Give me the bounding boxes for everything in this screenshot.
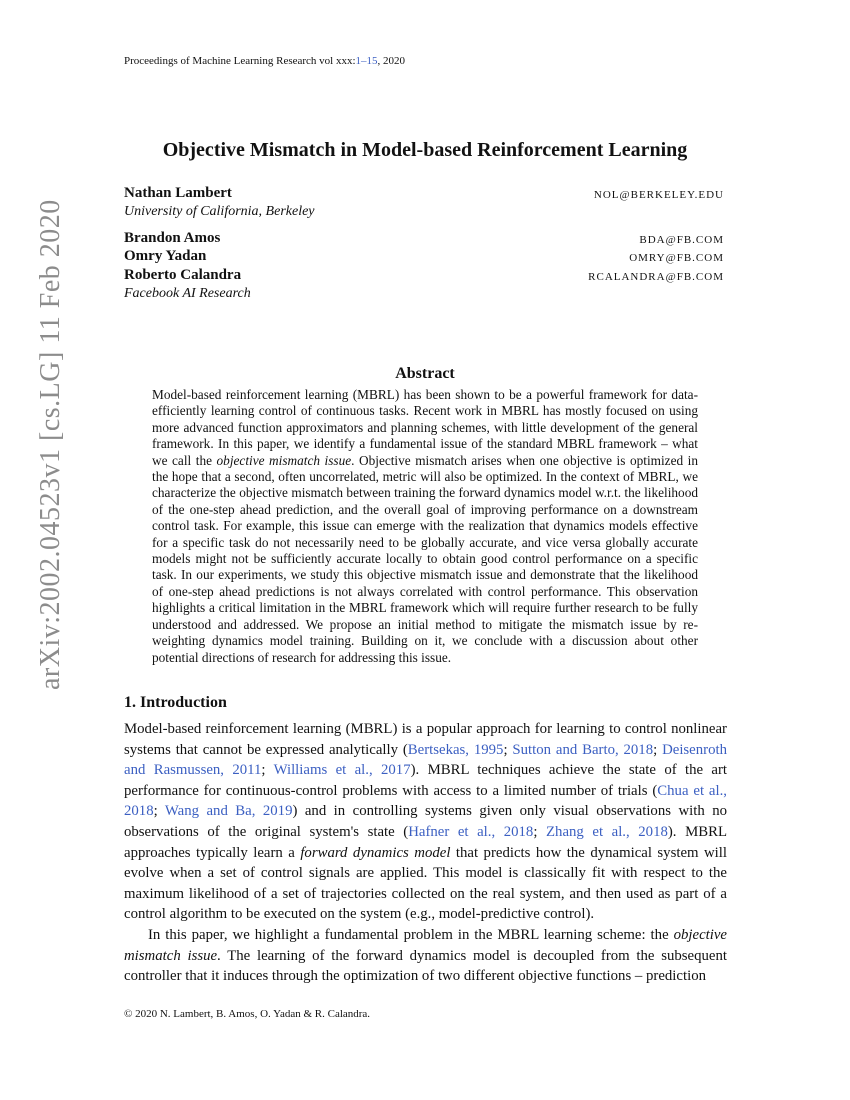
emphasis-text: forward dynamics model — [300, 844, 451, 861]
body-text: . The learning of the forward dynamics model is decoupled from the subsequent controller that it induces through the optimization of two different objective functions – prediction — [124, 947, 727, 985]
citation-link[interactable]: Williams et al., 2017 — [273, 762, 411, 779]
body-text: ) and in controlling systems given only visual observations with no observations of the original system's state ( — [124, 803, 727, 840]
body-text: that predicts how the dynamical system will evolve when a set of control signals are applied. This model is classically fit with respect to the maximum likelihood of a set of trajectories collected on the real system, and then used as part of a control algorithm to be executed on the system (e.g., model-predictive control). — [124, 844, 728, 923]
paper-title: Objective Mismatch in Model-based Reinforcement Learning — [162, 139, 688, 161]
citation-link[interactable]: Chua et al., 2018 — [124, 782, 727, 820]
affiliation: Facebook AI Research — [124, 286, 251, 301]
separator: ; — [153, 803, 165, 820]
introduction-body — [124, 719, 727, 987]
citation-link[interactable]: Bertsekas, 1995 — [407, 741, 504, 758]
separator: ; — [503, 741, 513, 758]
separator: ; — [261, 762, 274, 779]
body-text: ). MBRL approaches typically learn a — [124, 823, 728, 861]
section-heading-introduction: 1. Introduction — [124, 694, 227, 711]
citation-link[interactable]: Deisenroth and Rasmussen, 2011 — [124, 741, 727, 779]
intro-paragraph — [124, 925, 727, 987]
author-name: Nathan Lambert — [124, 185, 232, 201]
venue-year: , 2020 — [377, 55, 406, 67]
separator: ; — [653, 741, 663, 758]
body-text: Model-based reinforcement learning (MBRL) is a popular approach for learning to control nonlinear systems that cannot be expressed analytically ( — [124, 721, 727, 758]
emphasis-text: objective mismatch issue — [124, 926, 727, 964]
author-name: Roberto Calandra — [124, 267, 242, 283]
citation-link[interactable]: Hafner et al., 2018 — [408, 823, 534, 840]
venue-pages-link[interactable]: 1–15 — [355, 55, 378, 67]
arxiv-stamp: arXiv:2002.04523v1 [cs.LG] 11 Feb 2020 — [35, 199, 66, 690]
author-name: Brandon Amos — [124, 230, 221, 246]
intro-paragraph — [124, 719, 727, 925]
abstract-text: . Objective mismatch arises when one objective is optimized in the hope that a second, often uncorrelated, metric will also be optimized. In the context of MBRL, we characterize the objective mismatch between training the forward dynamics model w.r.t. the likelihood of the one-step ahead prediction, and the overall goal of improving performance on a downstream control task. For example, this issue can emerge with the realization that dynamics models effective for a specific task do not necessarily need to be globally accurate, and vice versa globally accurate models might not be sufficiently accurate locally to obtain good control performance on a specific task. In our experiments, we study this objective mismatch issue and demonstrate that the likelihood of one-step ahead predictions is not always correlated with control performance. This observation highlights a critical limitation in the MBRL framework which will require further research to be fully understood and addressed. We propose an initial method to mitigate the mismatch issue by re-weighting dynamics model training. Building on it, we conclude with a discussion about other potential directions of research for addressing this issue. — [152, 452, 698, 665]
abstract-text: Model-based reinforcement learning (MBRL) has been shown to be a powerful framework for data-efficiently learning control of continuous tasks. Recent work in MBRL has mostly focused on using more advanced function approximators and planning schemes, with little development of the general framework. In this paper, we identify a fundamental issue of the standard MBRL framework – what we call the — [152, 387, 698, 468]
citation-link[interactable]: Zhang et al., 2018 — [546, 823, 668, 840]
abstract-body — [152, 387, 698, 666]
citation-link[interactable]: Wang and Ba, 2019 — [164, 803, 293, 820]
venue-line — [124, 55, 405, 67]
venue-prefix: Proceedings of Machine Learning Research vol xxx: — [124, 55, 356, 67]
author-name: Omry Yadan — [124, 248, 207, 264]
copyright-footer: © 2020 N. Lambert, B. Amos, O. Yadan & R. Calandra. — [124, 1008, 371, 1020]
author-email[interactable]: RCALANDRA@FB.COM — [588, 271, 724, 283]
author-email[interactable]: OMRY@FB.COM — [629, 252, 724, 264]
abstract-emphasis: objective mismatch issue — [216, 452, 352, 468]
body-text: In this paper, we highlight a fundamental problem in the MBRL learning scheme: the — [148, 926, 674, 943]
affiliation: University of California, Berkeley — [124, 204, 315, 219]
abstract-heading: Abstract — [395, 365, 455, 382]
body-text: ). MBRL techniques achieve the state of the art performance for continuous-control problems with access to a limited number of trials ( — [124, 762, 728, 799]
author-email[interactable]: NOL@BERKELEY.EDU — [593, 189, 724, 201]
separator: ; — [533, 823, 547, 840]
citation-link[interactable]: Sutton and Barto, 2018 — [512, 741, 654, 758]
author-email[interactable]: BDA@FB.COM — [639, 234, 724, 246]
